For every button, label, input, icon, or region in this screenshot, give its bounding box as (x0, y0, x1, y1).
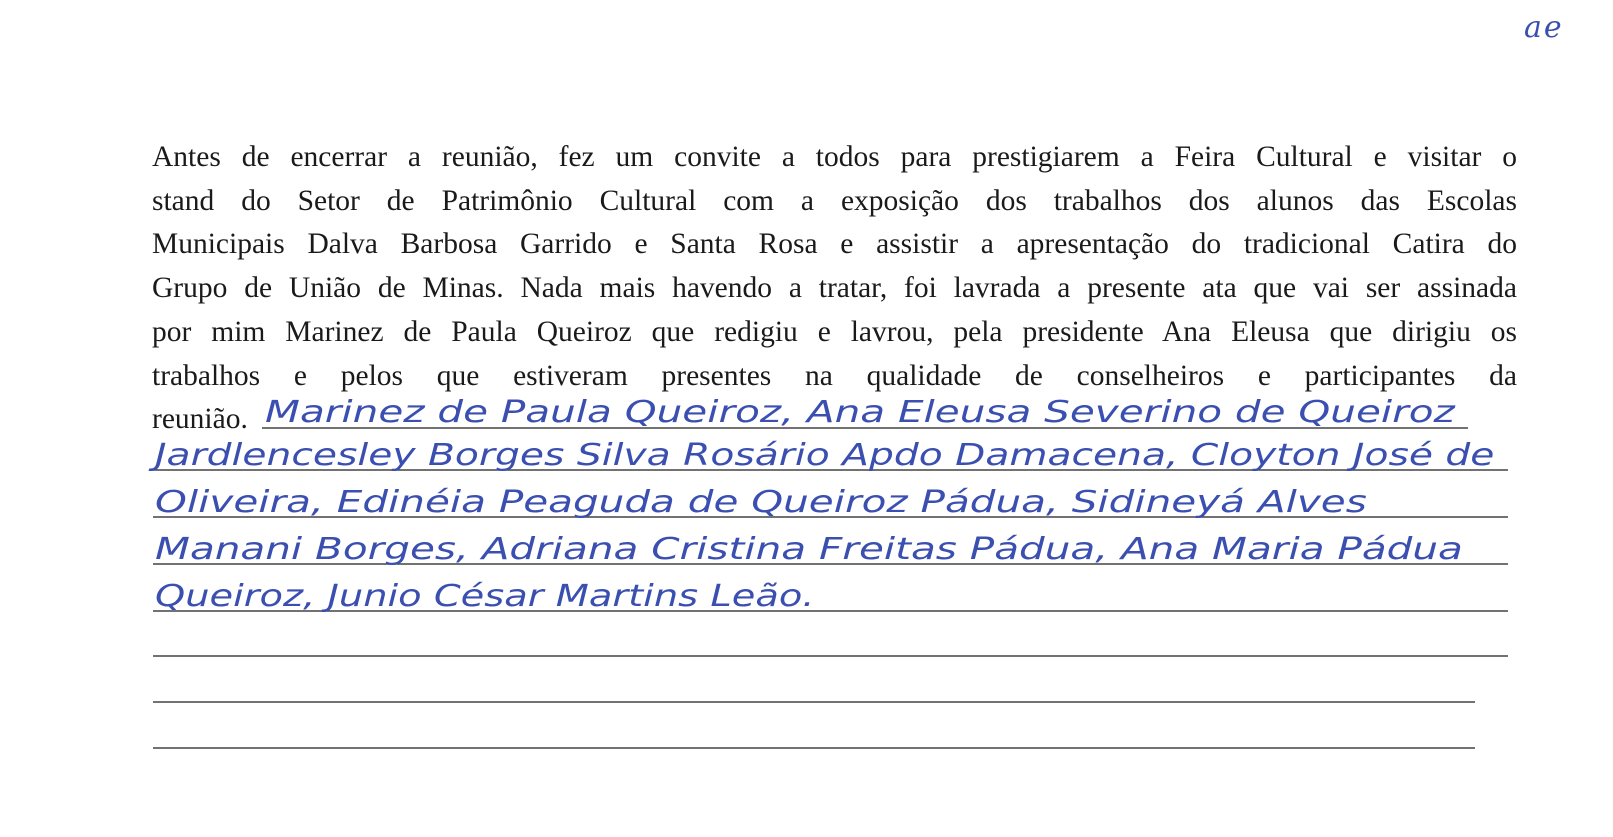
signature-line: Jardlencesley Borges Silva Rosário Apdo Damacena, Cloyton José de (155, 438, 1495, 473)
signature-line: Marinez de Paula Queiroz, Ana Eleusa Severino de Queiroz (265, 395, 1455, 430)
signature-line: Oliveira, Edinéia Peaguda de Queiroz Pádua, Sidineyá Alves (155, 485, 1367, 520)
signature-line: Manani Borges, Adriana Cristina Freitas Pádua, Ana Maria Pádua (155, 532, 1463, 567)
paragraph-line: Municipais Dalva Barbosa Garrido e Santa Rosa e assistir a apresentação do tradicional Catira do (152, 228, 1517, 261)
paragraph-line: Grupo de União de Minas. Nada mais havendo a tratar, foi lavrada a presente ata que vai ser assinada (152, 272, 1517, 305)
paragraph-line: trabalhos e pelos que estiveram presentes na qualidade de conselheiros e participantes da (152, 359, 1517, 392)
paragraph-line: Antes de encerrar a reunião, fez um convite a todos para prestigiarem a Feira Cultural e visitar o (152, 141, 1517, 173)
signature-line: Queiroz, Junio César Martins Leão. (155, 579, 815, 614)
paragraph-last-line: reunião. (152, 403, 248, 436)
corner-initials: ae (1524, 10, 1564, 45)
paragraph-line: por mim Marinez de Paula Queiroz que redigiu e lavrou, pela presidente Ana Eleusa que dirigiu os (152, 315, 1517, 348)
paragraph-line: stand do Setor de Patrimônio Cultural com a exposição dos trabalhos dos alunos das Escolas (152, 184, 1517, 217)
